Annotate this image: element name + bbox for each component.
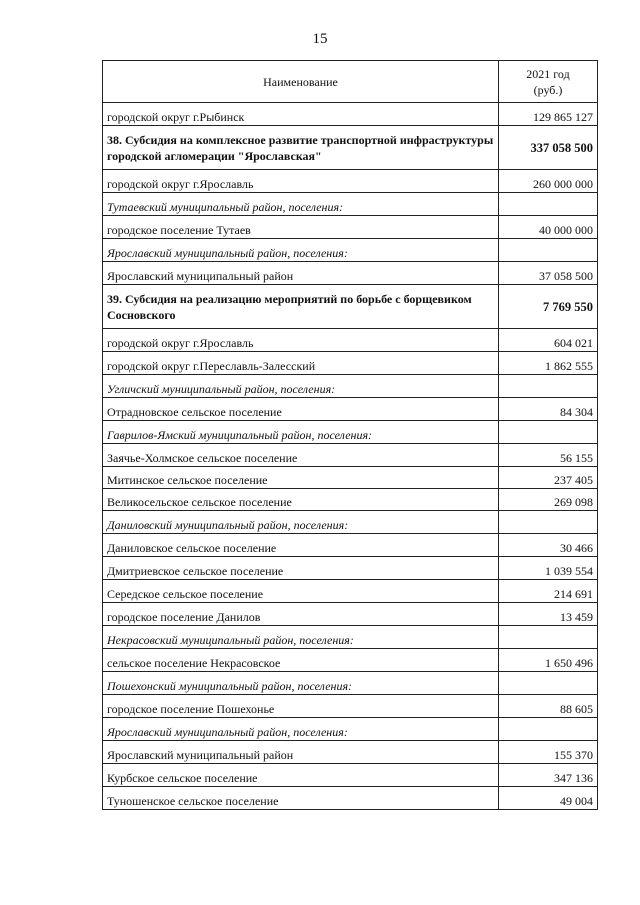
recipient-name: городской округ г.Переславль-Залесский — [103, 352, 499, 375]
recipient-name: Ярославский муниципальный район — [103, 741, 499, 764]
table-row-section-heading — [103, 126, 598, 170]
table-row — [103, 764, 598, 787]
subsidy-total-amount: 7 769 550 — [499, 285, 598, 329]
amount-cell — [499, 672, 598, 695]
column-header-amount — [499, 61, 598, 103]
table-row — [103, 557, 598, 580]
recipient-name: сельское поселение Некрасовское — [103, 649, 499, 672]
amount-cell: 13 459 — [499, 603, 598, 626]
table-row-subheader — [103, 421, 598, 444]
amount-cell: 1 862 555 — [499, 352, 598, 375]
recipient-name: городское поселение Пошехонье — [103, 695, 499, 718]
table-row — [103, 444, 598, 467]
table-row-subheader — [103, 718, 598, 741]
subsidy-title: 39. Субсидия на реализацию мероприятий по борьбе с борщевиком Сосновского — [103, 285, 499, 329]
recipient-name: Даниловское сельское поселение — [103, 534, 499, 557]
table-row-subheader — [103, 375, 598, 398]
table-row — [103, 603, 598, 626]
amount-cell: 88 605 — [499, 695, 598, 718]
table-row — [103, 398, 598, 421]
page-number: 15 — [312, 31, 328, 47]
table-row — [103, 352, 598, 375]
table-row — [103, 695, 598, 718]
amount-cell: 40 000 000 — [499, 216, 598, 239]
table-row-subheader — [103, 239, 598, 262]
recipient-name: Дмитриевское сельское поселение — [103, 557, 499, 580]
recipient-name: Митинское сельское поселение — [103, 467, 499, 489]
recipient-name: Великосельское сельское поселение — [103, 489, 499, 511]
amount-cell: 30 466 — [499, 534, 598, 557]
table-row — [103, 787, 598, 810]
district-label: Даниловский муниципальный район, поселения: — [103, 511, 499, 534]
recipient-name: городской округ г.Ярославль — [103, 170, 499, 193]
district-label: Тутаевский муниципальный район, поселения: — [103, 193, 499, 216]
table-row-subheader — [103, 511, 598, 534]
recipient-name: Отрадновское сельское поселение — [103, 398, 499, 421]
table-row — [103, 329, 598, 352]
amount-cell: 604 021 — [499, 329, 598, 352]
column-header-amount-year: 2021 год — [526, 66, 570, 81]
amount-cell: 1 039 554 — [499, 557, 598, 580]
recipient-name: Туношенское сельское поселение — [103, 787, 499, 810]
district-label: Гаврилов-Ямский муниципальный район, поселения: — [103, 421, 499, 444]
subsidy-table — [102, 60, 598, 810]
amount-cell: 214 691 — [499, 580, 598, 603]
amount-cell: 56 155 — [499, 444, 598, 467]
table-row-subheader — [103, 672, 598, 695]
district-label: Ярославский муниципальный район, поселения: — [103, 239, 499, 262]
table-row — [103, 534, 598, 557]
table-row-section-heading — [103, 285, 598, 329]
amount-cell: 49 004 — [499, 787, 598, 810]
table-row — [103, 580, 598, 603]
amount-cell — [499, 421, 598, 444]
amount-cell — [499, 239, 598, 262]
table-row-subheader — [103, 626, 598, 649]
district-label: Пошехонский муниципальный район, поселения: — [103, 672, 499, 695]
table-header-row — [103, 61, 598, 103]
table-row — [103, 216, 598, 239]
recipient-name: Заячье-Холмское сельское поселение — [103, 444, 499, 467]
table-row — [103, 489, 598, 511]
amount-cell: 237 405 — [499, 467, 598, 489]
table-row-subheader — [103, 193, 598, 216]
amount-cell — [499, 193, 598, 216]
table-row — [103, 262, 598, 285]
amount-cell: 84 304 — [499, 398, 598, 421]
column-header-amount-unit: (руб.) — [533, 82, 563, 97]
table-body — [103, 103, 598, 810]
district-label: Угличский муниципальный район, поселения: — [103, 375, 499, 398]
table-row — [103, 103, 598, 126]
subsidy-title: 38. Субсидия на комплексное развитие транспортной инфраструктуры городской агломерации "Ярославская" — [103, 126, 499, 170]
subsidy-total-amount: 337 058 500 — [499, 126, 598, 170]
amount-cell: 37 058 500 — [499, 262, 598, 285]
column-header-name: Наименование — [103, 61, 499, 103]
amount-cell: 347 136 — [499, 764, 598, 787]
district-label: Ярославский муниципальный район, поселения: — [103, 718, 499, 741]
district-label: Некрасовский муниципальный район, поселения: — [103, 626, 499, 649]
recipient-name: городской округ г.Рыбинск — [103, 103, 499, 126]
recipient-name: городское поселение Данилов — [103, 603, 499, 626]
recipient-name: городское поселение Тутаев — [103, 216, 499, 239]
recipient-name: Ярославский муниципальный район — [103, 262, 499, 285]
recipient-name: городской округ г.Ярославль — [103, 329, 499, 352]
table-row — [103, 741, 598, 764]
amount-cell: 155 370 — [499, 741, 598, 764]
amount-cell — [499, 626, 598, 649]
amount-cell — [499, 718, 598, 741]
table-row — [103, 649, 598, 672]
amount-cell: 129 865 127 — [499, 103, 598, 126]
table-row — [103, 170, 598, 193]
amount-cell — [499, 375, 598, 398]
table-row — [103, 467, 598, 489]
amount-cell: 260 000 000 — [499, 170, 598, 193]
recipient-name: Середское сельское поселение — [103, 580, 499, 603]
recipient-name: Курбское сельское поселение — [103, 764, 499, 787]
amount-cell — [499, 511, 598, 534]
amount-cell: 269 098 — [499, 489, 598, 511]
amount-cell: 1 650 496 — [499, 649, 598, 672]
